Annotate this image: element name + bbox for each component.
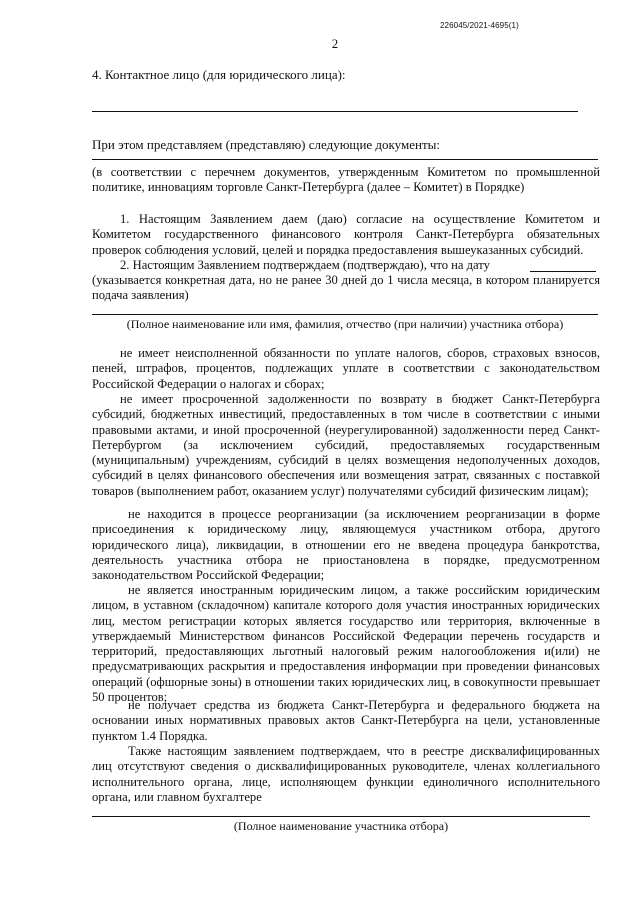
condition-item-3: не находится в процессе реорганизации (за исключением реорганизации в форме присоединения к юридическому лицу, являющемуся участником отбора, другого юридического лица), ликвидации, в отношении его не введена процедура банкротства, деятельность участника отбора не приостановлена в порядке, предусмотренном законодательством Российской Федерации; — [92, 507, 600, 583]
participant-name-caption: (Полное наименование или имя, фамилия, отчество (при наличии) участника отбора) — [126, 317, 564, 331]
consent-paragraph-1: 1. Настоящим Заявлением даем (даю) согласие на осуществление Комитетом и Комитетом государственного финансового контроля Санкт-Петербурга обязательных проверок соблюдения условий, целей и порядка предоставления вышеуказанных субсидий. — [92, 212, 600, 257]
document-id: 226045/2021-4695(1) — [440, 21, 519, 30]
condition-item-2: не имеет просроченной задолженности по возврату в бюджет Санкт-Петербурга субсидий, бюджетных инвестиций, предоставленных в том числе в соответствии с иными правовыми актами, и иной просроченной (неурегулированной) задолженности перед Санкт-Петербургом (за исключением субсидий, предоставляемых государственным (муниципальным) учреждениям, субсидий в целях возмещения недополученных доходов, субсидий в целях финансового обеспечения или возмещения затрат, связанных с поставкой товаров (выполнением работ, оказанием услуг) получателями субсидий физическим лицам); — [92, 392, 600, 498]
documents-line — [92, 159, 598, 160]
page-number: 2 — [331, 36, 339, 51]
consent-paragraph-2-start: 2. Настоящим Заявлением подтверждаем (подтверждаю), что на дату — [120, 258, 490, 272]
date-blank-line — [530, 271, 596, 272]
participant-name-line — [92, 314, 598, 315]
consent-paragraph-2-rest: (указывается конкретная дата, но не ранее 30 дней до 1 числа месяца, в котором планируется подача заявления) — [92, 273, 600, 303]
documents-intro: При этом представляем (представляю) следующие документы: — [92, 137, 440, 152]
condition-item-4: не является иностранным юридическим лицом, а также российским юридическим лицом, в уставном (складочном) капитале которого доля участия иностранных юридических лиц, местом регистрации которых является государство или территория, включенные в утверждаемый Министерством финансов Российской Федерации перечень государств и территорий, предоставляющих льготный налоговый режим налогообложения и(или) не предусматривающих раскрытия и предоставления информации при проведении финансовых операций (офшорные зоны) в отношении таких юридических лиц, в совокупности превышает 50 процентов; — [92, 583, 600, 705]
condition-item-1: не имеет неисполненной обязанности по уплате налогов, сборов, страховых взносов, пеней, штрафов, процентов, подлежащих уплате в соответствии с законодательством Российской Федерации о налогах и сборах; — [92, 346, 600, 391]
disqualification-paragraph: Также настоящим заявлением подтверждаем, что в реестре дисквалифицированных лиц отсутствуют сведения о дисквалифицированных руководителе, членах коллегиального исполнительного органа, лице, исполняющем функции единоличного исполнительного органа, или главном бухгалтере — [92, 744, 600, 804]
final-participant-caption: (Полное наименование участника отбора) — [233, 819, 449, 833]
contact-person-line — [92, 111, 578, 112]
contact-person-label: 4. Контактное лицо (для юридического лица): — [92, 67, 346, 82]
final-participant-line — [92, 816, 590, 817]
condition-item-5: не получает средства из бюджета Санкт-Петербурга и федерального бюджета на основании иных нормативных правовых актов Санкт-Петербурга на цели, установленные пунктом 1.4 Порядка. — [92, 698, 600, 743]
documents-note: (в соответствии с перечнем документов, утвержденным Комитетом по промышленной политике, инновациям торговле Санкт-Петербурга (далее – Комитет) в Порядке) — [92, 165, 600, 195]
